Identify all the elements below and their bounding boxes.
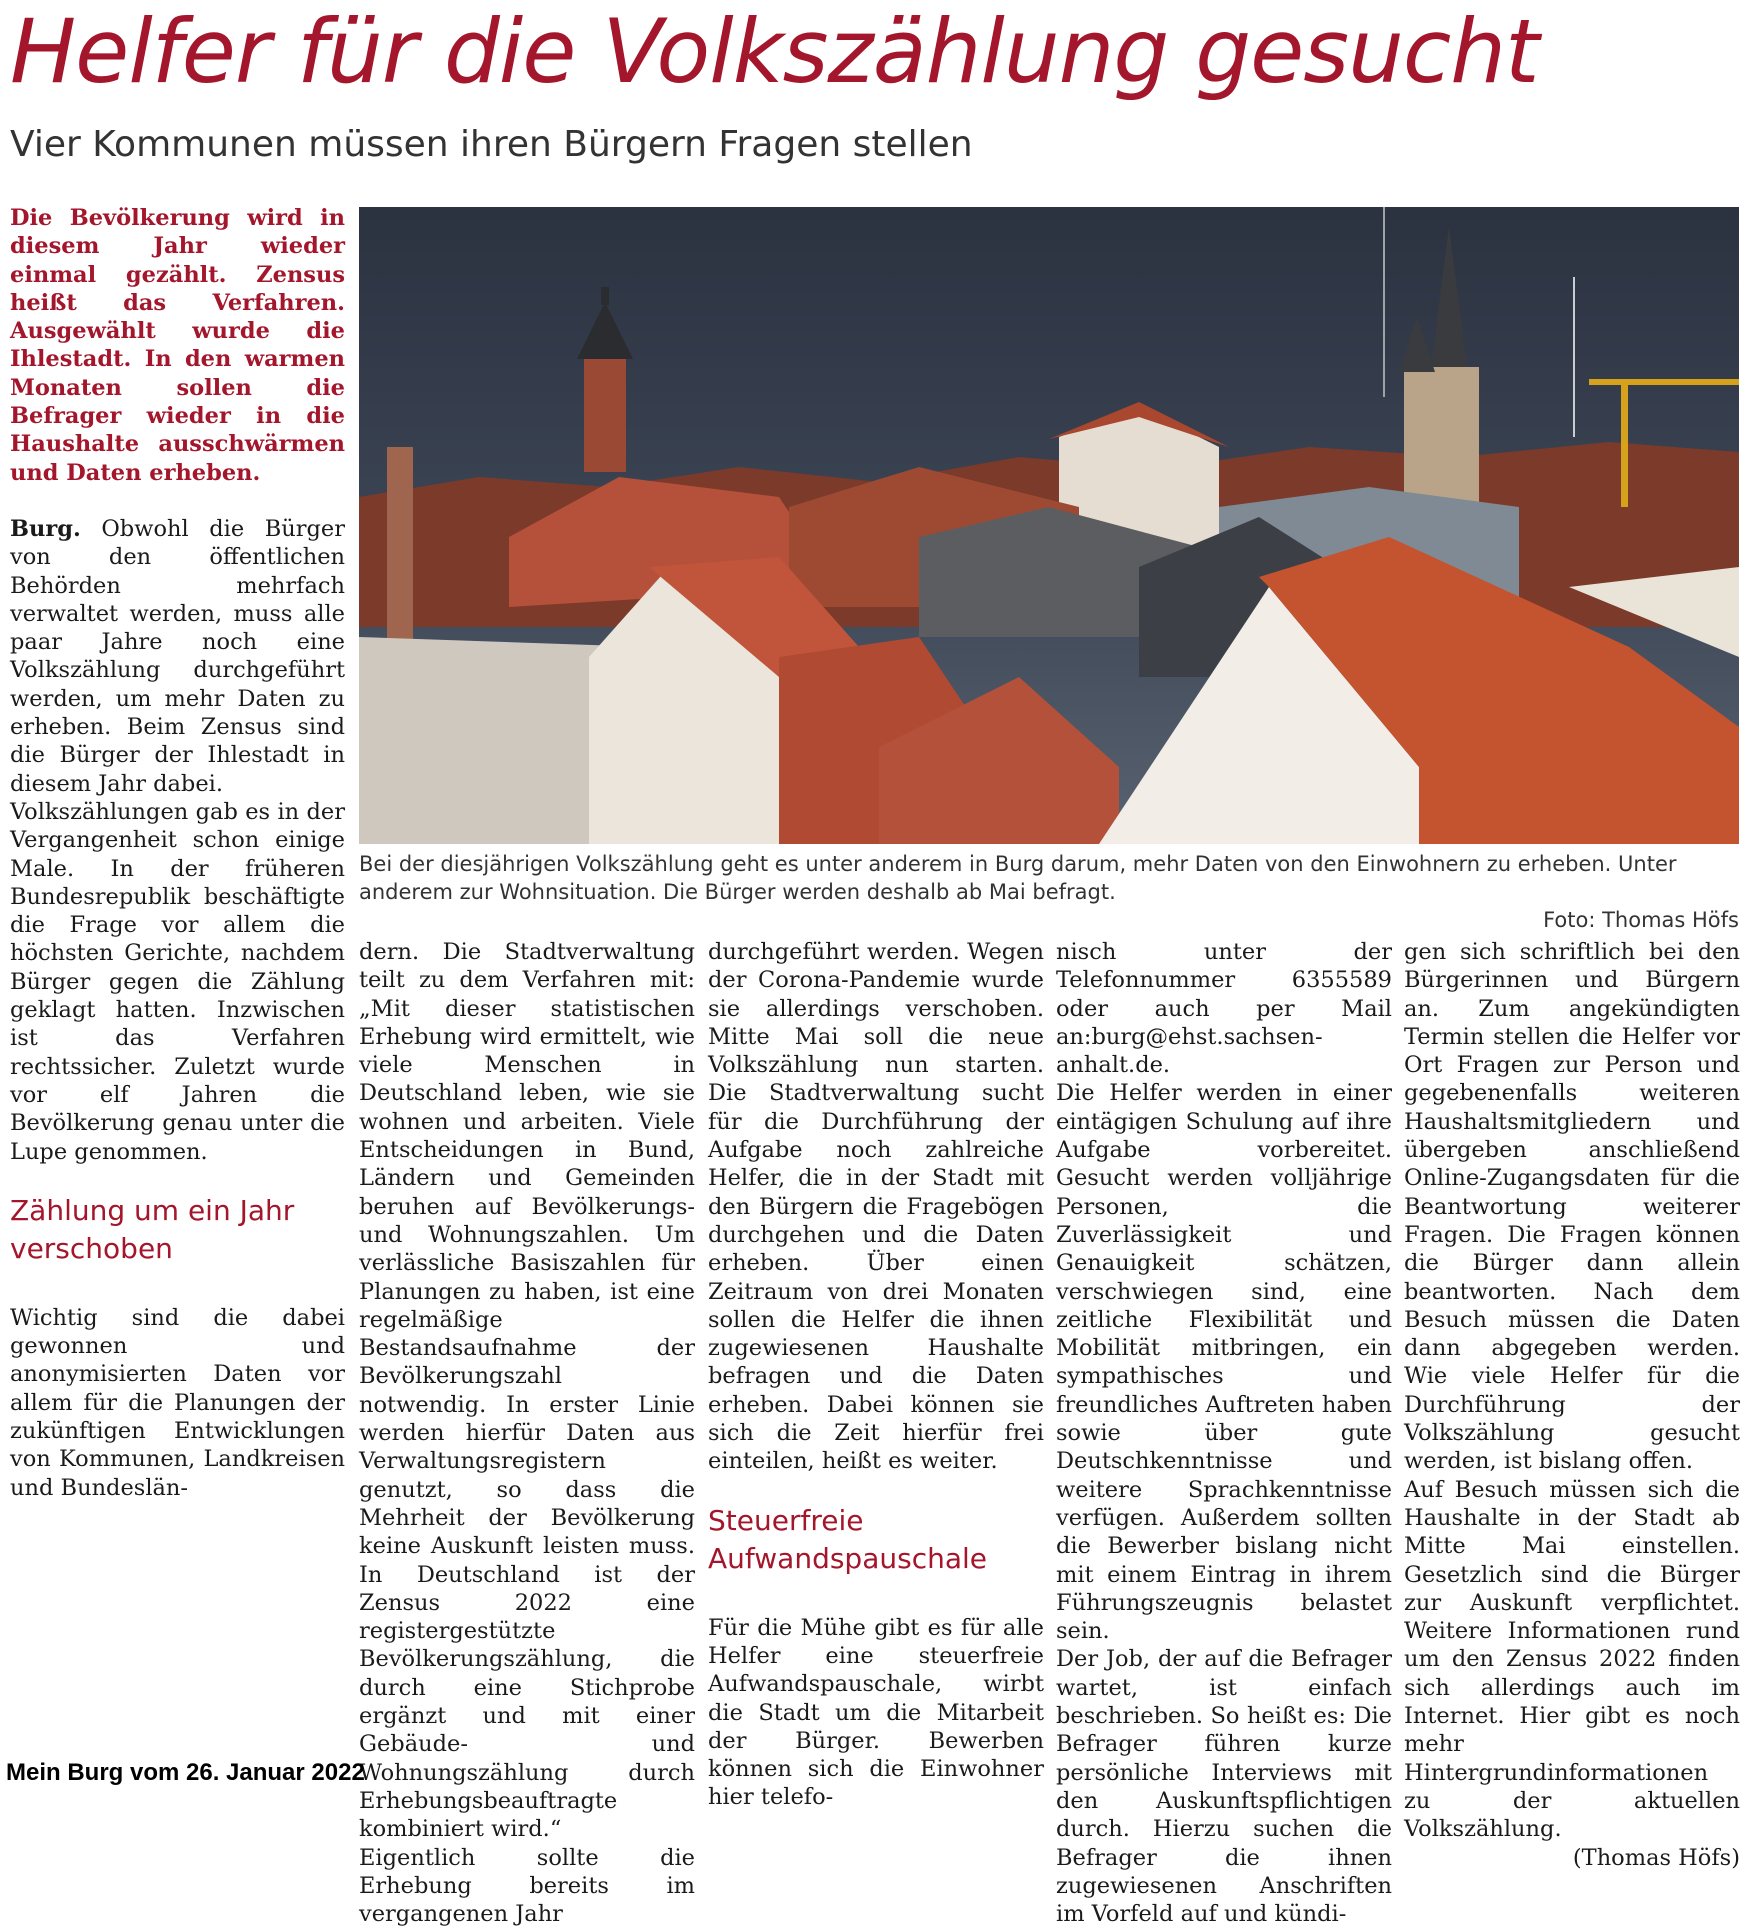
paragraph: dern. Die Stadtverwaltung teilt zu dem Verfahren mit: „Mit dieser statistischen Erhebung wird ermittelt, wie viele Menschen in Deutschland leben, wie sie wohnen und arbeiten. Viele Entscheidungen in Bund, Ländern und Gemeinden beruhen auf Bevölkerungs- und Wohnungszahlen. Um verlässliche Basiszahlen für Planungen zu haben, ist eine regelmäßige Bestandsaufnahme der Bevölkerungszahl notwendig. In erster Linie werden hierfür Daten aus Verwaltungsregistern genutzt, so dass die Mehrheit der Bevölkerung keine Auskunft leisten muss. In Deutschland ist der Zensus 2022 eine registergestützte Bevölkerungszählung, die durch eine Stichprobe ergänzt und mit einer Gebäude- und Wohnungszählung durch Erhebungsbeauftragte kombiniert wird.“: [359, 938, 695, 1844]
dateline: Burg.: [10, 516, 81, 542]
headline: Helfer für die Volkszählung gesucht: [10, 2, 1730, 102]
article-photo: [359, 207, 1739, 844]
column-3: [708, 938, 1044, 1812]
paragraph: nisch unter der Telefonnummer 6355589 oder auch per Mail an:burg@ehst.sachsen-anhalt.de.: [1056, 938, 1392, 1079]
paragraph: Der Job, der auf die Befrager wartet, ist einfach beschrieben. So heißt es: Die Befrager führen kurze persönliche Interviews mit den Auskunftspflichtigen durch. Hierzu suchen die Befrager die ihnen zugewiesenen Anschriften im Vorfeld auf und kündi-: [1056, 1645, 1392, 1928]
town-rooftops-image: [359, 207, 1739, 844]
paragraph: gen sich schriftlich bei den Bürgerinnen und Bürgern an. Zum angekündigten Termin stellen die Helfer vor Ort Fragen zur Person und gegebenenfalls weiteren Haushaltsmitgliedern und übergeben anschließend Online-Zugangsdaten für die Beantwortung weiterer Fragen. Die Fragen können die Bürger dann allein beantworten. Nach dem Besuch müssen die Daten dann abgegeben werden. Wie viele Helfer für die Durchführung der Volkszählung gesucht werden, ist bislang offen.: [1404, 938, 1740, 1476]
column-4: [1056, 938, 1392, 1928]
column-5: [1404, 938, 1740, 1872]
photo-credit: Foto: Thomas Höfs: [359, 906, 1739, 934]
paragraph: Für die Mühe gibt es für alle Helfer eine steuerfreie Aufwandspauschale, wirbt die Stadt um die Mitarbeit der Bürger. Bewerben können sich die Einwohner hier telefo-: [708, 1614, 1044, 1812]
caption-text: Bei der diesjährigen Volkszählung geht es unter anderem in Burg darum, mehr Daten von den Einwohnern zu erheben. Unter anderem zur Wohnsituation. Die Bürger werden deshalb ab Mai befragt.: [359, 852, 1677, 904]
author-signature: (Thomas Höfs): [1404, 1844, 1740, 1872]
paragraph: Die Helfer werden in einer eintägigen Schulung auf ihre Aufgabe vorbereitet. Gesucht werden volljährige Personen, die Zuverlässigkeit und Genauigkeit schätzen, verschwiegen sind, eine zeitliche Flexibilität und Mobilität mitbringen, ein sympathisches und freundliches Auftreten haben sowie über gute Deutschkenntnisse und weitere Sprachkenntnisse verfügen. Außerdem sollten die Bewerber bislang nicht mit einem Eintrag in ihrem Führungszeugnis belastet sein.: [1056, 1079, 1392, 1645]
lead-paragraph: Die Bevölkerung wird in diesem Jahr wieder einmal gezählt. Zensus heißt das Verfahren. Ausgewählt wurde die Ihlestadt. In den warmen Monaten sollen die Befrager wieder in die Haushalte ausschwärmen und Daten erheben.: [10, 204, 345, 487]
subheading: Steuerfreie Aufwandspauschale: [708, 1502, 1044, 1578]
subheadline: Vier Kommunen müssen ihren Bürgern Fragen stellen: [10, 122, 1210, 168]
photo-caption: [359, 850, 1739, 934]
column-2: [359, 938, 695, 1928]
paragraph: Auf Besuch müssen sich die Haushalte in der Stadt ab Mitte Mai einstellen. Gesetzlich sind die Bürger zur Auskunft verpflichtet. Weitere Informationen rund um den Zensus 2022 finden sich allerdings auch im Internet. Hier gibt es noch mehr Hintergrundinformationen zu der aktuellen Volkszählung.: [1404, 1476, 1740, 1844]
column-1: [10, 204, 345, 1502]
paragraph-text: Obwohl die Bürger von den öffentlichen Behörden mehrfach verwaltet werden, muss alle paar Jahre noch eine Volkszählung durchgeführt werden, um mehr Daten zu erheben. Beim Zensus sind die Bürger der Ihlestadt in diesem Jahr dabei.: [10, 516, 345, 797]
source-footer: Mein Burg vom 26. Januar 2022: [6, 1758, 365, 1788]
paragraph: Volkszählungen gab es in der Vergangenheit schon einige Male. In der früheren Bundesrepublik beschäftigte die Frage vor allem die höchsten Gerichte, nachdem Bürger gegen die Zählung geklagt hatten. Inzwischen ist das Verfahren rechtssicher. Zuletzt wurde vor elf Jahren die Bevölkerung genau unter die Lupe genommen.: [10, 798, 345, 1166]
paragraph: Eigentlich sollte die Erhebung bereits im vergangenen Jahr: [359, 1844, 695, 1928]
paragraph: Wichtig sind die dabei gewonnen und anonymisierten Daten vor allem für die Planungen der zukünftigen Entwicklungen von Kommunen, Landkreisen und Bundeslän-: [10, 1304, 345, 1502]
subheading: Zählung um ein Jahr verschoben: [10, 1192, 345, 1268]
paragraph: durchgeführt werden. Wegen der Corona-Pandemie wurde sie allerdings verschoben. Mitte Mai soll die neue Volkszählung nun starten. Die Stadtverwaltung sucht für die Durchführung der Aufgabe noch zahlreiche Helfer, die in der Stadt mit den Bürgern die Fragebögen durchgehen und die Daten erheben. Über einen Zeitraum von drei Monaten sollen die Helfer die ihnen zugewiesenen Haushalte befragen und die Daten erheben. Dabei können sie sich die Zeit hierfür frei einteilen, heißt es weiter.: [708, 938, 1044, 1476]
paragraph: [10, 515, 345, 798]
